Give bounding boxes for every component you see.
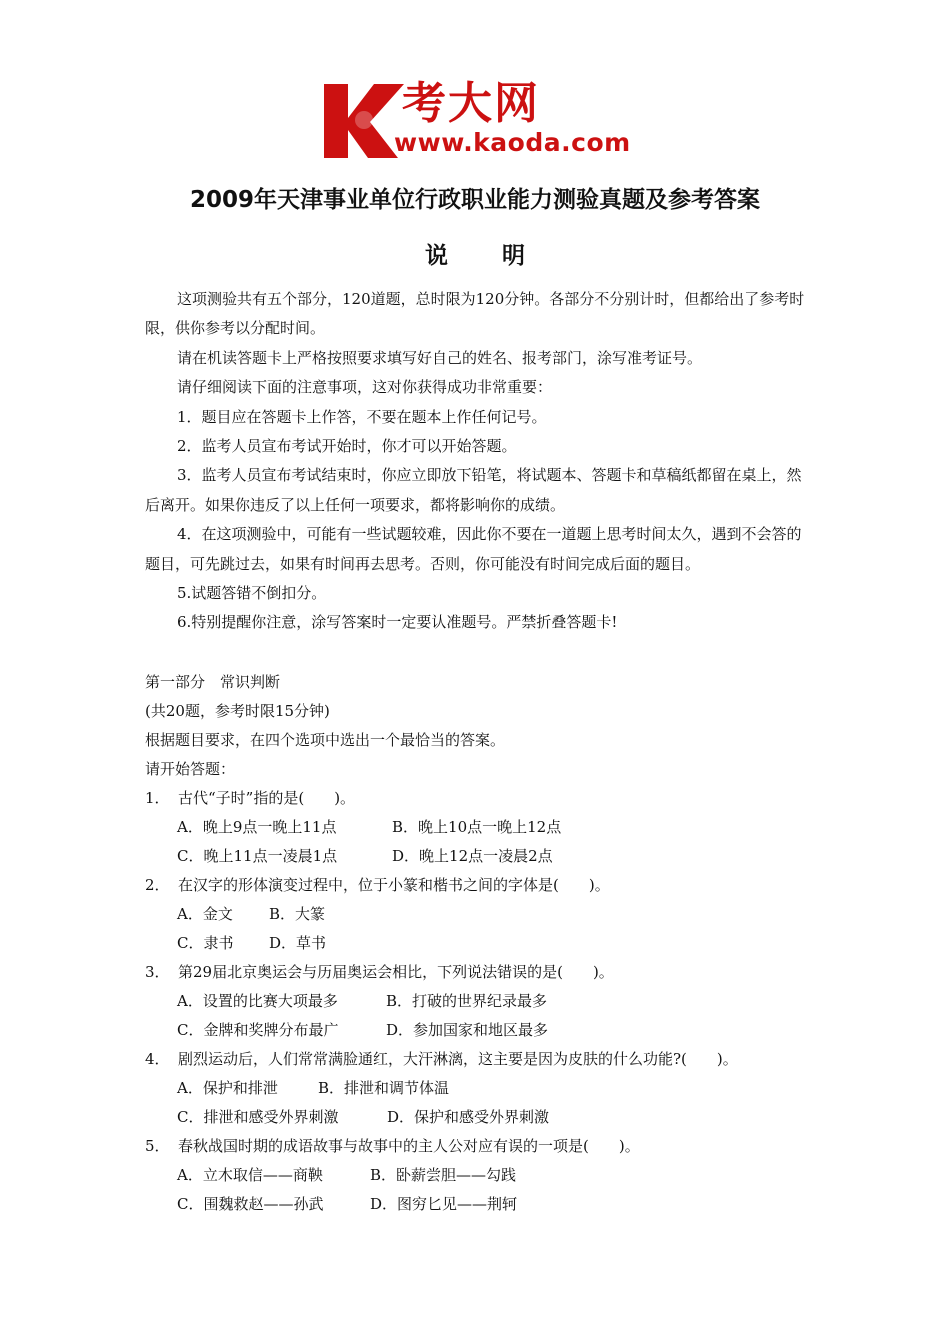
instructions-block bbox=[145, 285, 811, 638]
instruction-item: 5.试题答错不倒扣分。 bbox=[177, 584, 327, 603]
instruction-item: 4．在这项测验中，可能有一些试题较难，因此你不要在一道题上思考时间太久，遇到不会答的题目，可先跳过去，如果有时间再去思考。否则，你可能没有时间完成后面的题目。 bbox=[145, 525, 802, 573]
kaoda-logo bbox=[318, 78, 640, 160]
option: A．设置的比赛大项最多 bbox=[177, 992, 338, 1010]
question-number: 1． bbox=[145, 789, 170, 807]
question bbox=[145, 784, 825, 813]
option: D．参加国家和地区最多 bbox=[386, 1021, 549, 1039]
question bbox=[145, 1045, 825, 1074]
option: D．草书 bbox=[269, 934, 327, 952]
page-title: 2009年天津事业单位行政职业能力测验真题及参考答案 bbox=[189, 187, 760, 213]
option: A．立木取信——商鞅 bbox=[177, 1166, 323, 1184]
option: A．保护和排泄 bbox=[177, 1079, 278, 1097]
option: D．图穷匕见——荆轲 bbox=[370, 1195, 518, 1213]
instruction-item: 6.特别提醒你注意，涂写答案时一定要认准题号。严禁折叠答题卡! bbox=[177, 613, 618, 632]
question-text: 第29届北京奥运会与历届奥运会相比，下列说法错误的是( )。 bbox=[178, 963, 614, 981]
option: A．晚上9点一晚上11点 bbox=[177, 818, 337, 836]
option: D．晚上12点一凌晨2点 bbox=[392, 847, 553, 865]
option: B．晚上10点一晚上12点 bbox=[392, 818, 562, 836]
option: C．隶书 bbox=[177, 934, 234, 952]
question bbox=[145, 958, 825, 987]
option: C．围魏救赵——孙武 bbox=[177, 1195, 324, 1213]
instruction-paragraph: 请在机读答题卡上严格按照要求填写好自己的姓名、报考部门，涂写准考证号。 bbox=[177, 348, 703, 367]
option: D．保护和感受外界刺激 bbox=[387, 1108, 550, 1126]
subtitle-char-2: 明 bbox=[502, 243, 525, 269]
instruction-item: 2．监考人员宣布考试开始时，你才可以开始答题。 bbox=[177, 437, 517, 456]
subtitle-char-1: 说 bbox=[425, 243, 448, 269]
section-start: 请开始答题： bbox=[145, 760, 236, 778]
section-heading: 第一部分 常识判断 bbox=[145, 673, 281, 691]
logo-brand-text: 考大网 bbox=[402, 78, 540, 129]
option: C．排泄和感受外界刺激 bbox=[177, 1108, 339, 1126]
question-text: 春秋战国时期的成语故事与故事中的主人公对应有误的一项是( )。 bbox=[178, 1137, 640, 1155]
option-row bbox=[145, 1161, 825, 1190]
option-row bbox=[145, 900, 825, 929]
option: C．晚上11点一凌晨1点 bbox=[177, 847, 338, 865]
option: B．大篆 bbox=[269, 905, 326, 923]
question-number: 4． bbox=[145, 1050, 170, 1068]
instruction-item: 1．题目应在答题卡上作答，不要在题本上作任何记号。 bbox=[177, 407, 547, 426]
option: B．排泄和调节体温 bbox=[318, 1079, 450, 1097]
question-number: 3． bbox=[145, 963, 170, 981]
section-directive: 根据题目要求，在四个选项中选出一个最恰当的答案。 bbox=[145, 731, 506, 749]
option-row bbox=[145, 929, 825, 958]
option-row bbox=[145, 813, 825, 842]
option-row bbox=[145, 1190, 825, 1219]
question bbox=[145, 871, 825, 900]
option-row bbox=[145, 1016, 825, 1045]
logo-url-text: www.kaoda.com bbox=[394, 128, 631, 157]
option: C．金牌和奖牌分布最广 bbox=[177, 1021, 339, 1039]
section-note: (共20题，参考时限15分钟) bbox=[145, 702, 330, 720]
instruction-paragraph: 请仔细阅读下面的注意事项，这对你获得成功非常重要： bbox=[177, 378, 553, 397]
question-text: 在汉字的形体演变过程中，位于小篆和楷书之间的字体是( )。 bbox=[178, 876, 610, 894]
section-title-instructions bbox=[0, 238, 950, 274]
option: B．打破的世界纪录最多 bbox=[386, 992, 548, 1010]
question-number: 2． bbox=[145, 876, 170, 894]
question bbox=[145, 1132, 825, 1161]
instruction-item: 3．监考人员宣布考试结束时，你应立即放下铅笔，将试题本、答题卡和草稿纸都留在桌上，然后离开。如果你违反了以上任何一项要求，都将影响你的成绩。 bbox=[145, 466, 802, 514]
option-row bbox=[145, 842, 825, 871]
section-one bbox=[145, 668, 825, 1219]
question-text: 剧烈运动后，人们常常满脸通红，大汗淋漓，这主要是因为皮肤的什么功能?( )。 bbox=[178, 1050, 738, 1068]
option-row bbox=[145, 1074, 825, 1103]
option: B．卧薪尝胆——勾践 bbox=[370, 1166, 517, 1184]
question-text: 古代“子时”指的是( )。 bbox=[178, 789, 356, 807]
option: A．金文 bbox=[177, 905, 233, 923]
option-row bbox=[145, 1103, 825, 1132]
instruction-paragraph: 这项测验共有五个部分，120道题，总时限为120分钟。各部分不分别计时，但都给出了参考时限，供你参考以分配时间。 bbox=[145, 290, 805, 338]
question-number: 5． bbox=[145, 1137, 170, 1155]
option-row bbox=[145, 987, 825, 1016]
